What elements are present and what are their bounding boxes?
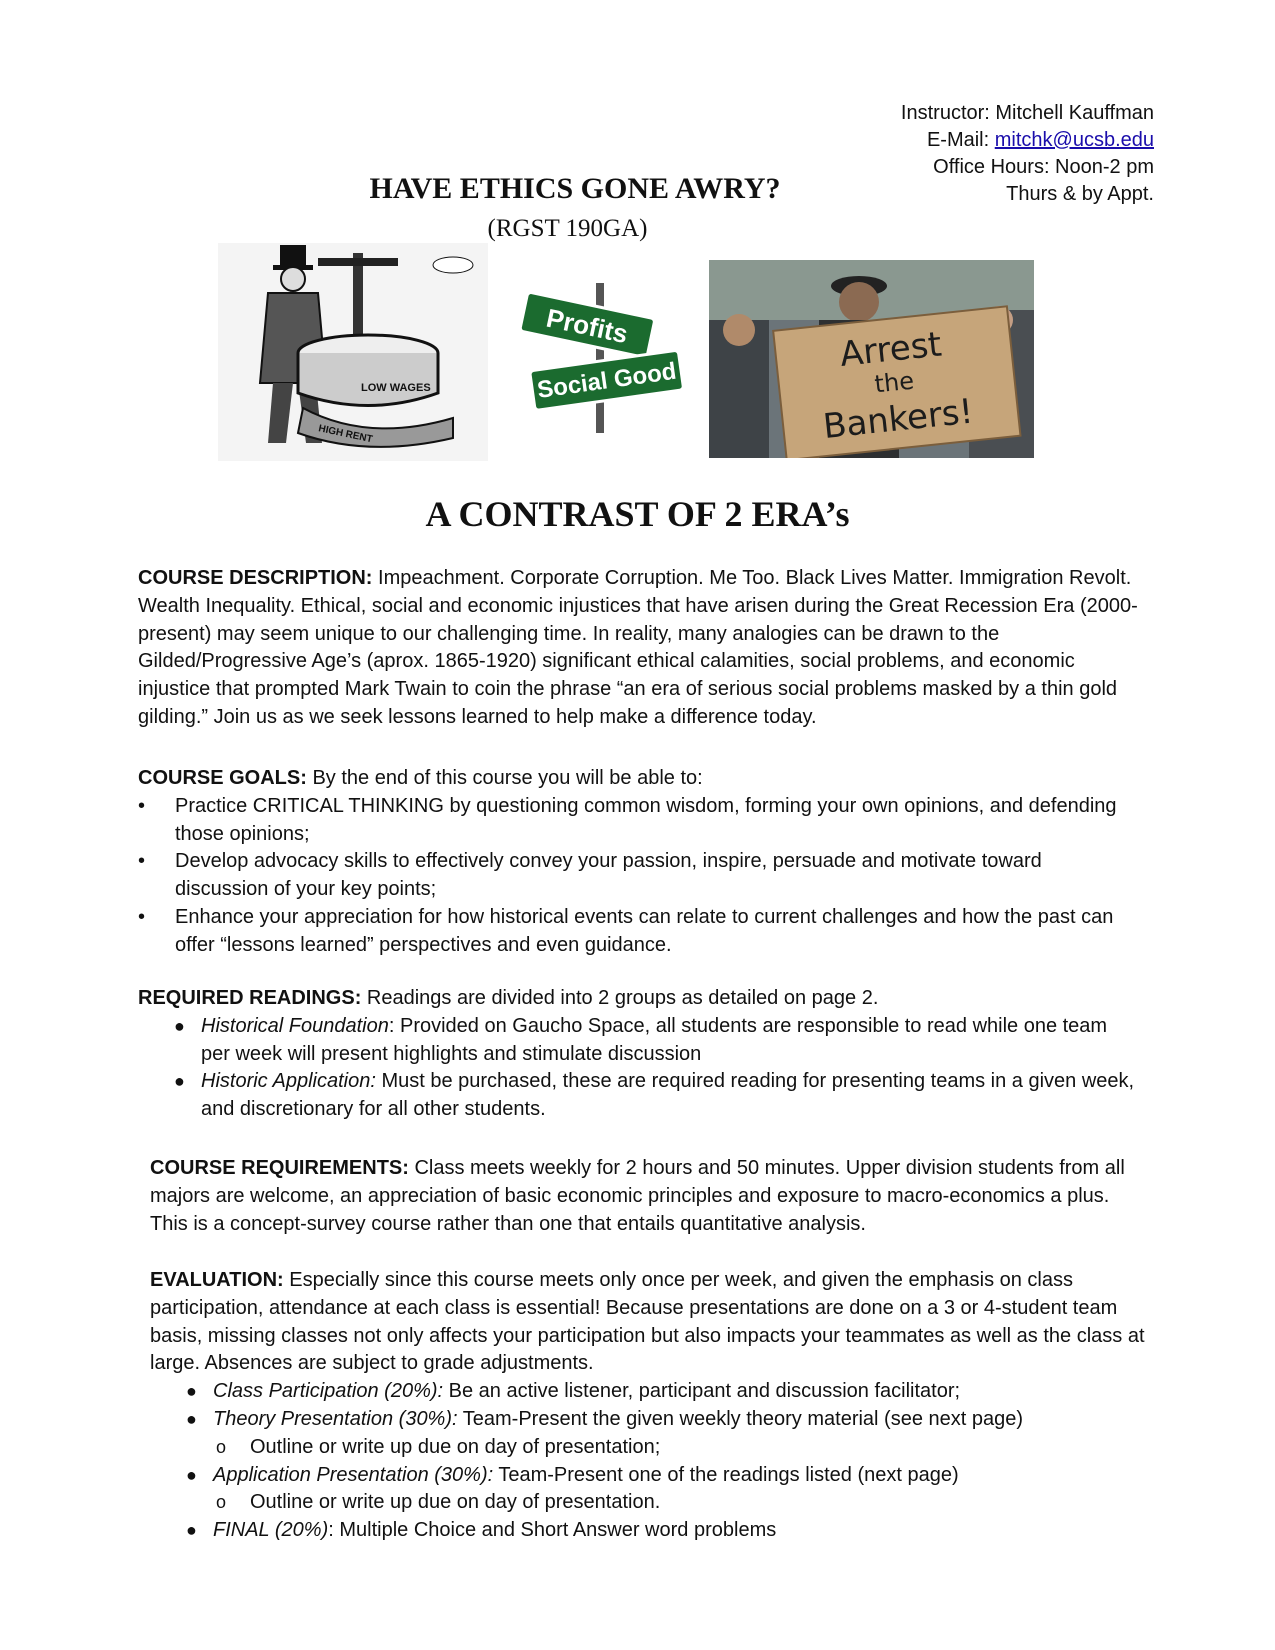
- bullet-icon: •: [138, 794, 146, 817]
- evaluation-list: [150, 1378, 1150, 1545]
- list-item: • Enhance your appreciation for how historical events can relate to current challenges and how the past can offer “lessons learned” perspectives and even guidance.: [138, 905, 1114, 956]
- required-readings-intro: Readings are divided into 2 groups as detailed on page 2.: [361, 987, 879, 1009]
- course-goals-label: COURSE GOALS:: [138, 767, 307, 789]
- course-requirements-label: COURSE REQUIREMENTS:: [150, 1157, 409, 1179]
- protest-photo-image: [709, 260, 1034, 458]
- instructor-email-line: [901, 127, 1154, 154]
- bullet-icon: ●: [186, 1520, 197, 1541]
- list-item: o Outline or write up due on day of presentation.: [150, 1489, 1150, 1517]
- sign-text-the: the: [873, 366, 916, 399]
- street-signs-image: [512, 283, 692, 433]
- course-description-text: Impeachment. Corporate Corruption. Me Too. Black Lives Matter. Immigration Revolt. Wealth Inequality. Ethical, social and economic injustices that have arisen during the Great Recession Era (2000-present) may seem unique to our challenging time. In reality, many analogies can be drawn to the Gilded/Progressive Age’s (aprox. 1865-1920) significant ethical calamities, social problems, and economic injustice that prompted Mark Twain to coin the phrase “an era of serious social problems masked by a thin gold gilding.” Join us as we seek lessons learned to help make a difference today.: [138, 567, 1138, 728]
- circle-bullet-icon: o: [216, 1436, 227, 1457]
- list-item: ● FINAL (20%): Multiple Choice and Short Answer word problems: [150, 1517, 1150, 1545]
- list-item: ● Application Presentation (30%): Team-Present one of the readings listed (next page): [150, 1462, 1150, 1490]
- list-item: ● Class Participation (20%): Be an active listener, participant and discussion facilitator;: [150, 1378, 1150, 1406]
- bullet-icon: ●: [174, 1071, 185, 1092]
- bullet-icon: •: [138, 850, 146, 873]
- list-item: ● Historic Application: Must be purchased, these are required reading for presenting teams in a given week, and discretionary for all other students.: [174, 1070, 1135, 1121]
- bullet-icon: ●: [186, 1408, 197, 1429]
- course-goals-list: [138, 793, 1138, 960]
- sweatshop-cartoon-image: [218, 243, 488, 461]
- course-code: (RGST 190GA): [487, 215, 648, 242]
- course-requirements-section: [150, 1155, 1150, 1238]
- sign-text-bankers: Bankers!: [821, 391, 976, 448]
- evaluation-label: EVALUATION:: [150, 1269, 284, 1291]
- evaluation-section: [150, 1267, 1150, 1545]
- profits-sign-text: Profits: [543, 302, 631, 350]
- list-item: ● Historical Foundation: Provided on Gaucho Space, all students are responsible to read while one team per week will present highlights and stimulate discussion: [174, 1014, 1108, 1065]
- course-requirements-text: Class meets weekly for 2 hours and 50 minutes. Upper division students from all majors are welcome, an appreciation of basic economic principles and exposure to macro-economics a plus. This is a concept-survey course rather than one that entails quantitative analysis.: [150, 1157, 1125, 1235]
- sign-text-arrest: Arrest: [838, 324, 944, 375]
- high-rent-label: HIGH RENT: [317, 423, 374, 446]
- instructor-name: Instructor: Mitchell Kauffman: [900, 102, 1154, 124]
- low-wages-label: LOW WAGES: [361, 382, 431, 394]
- bullet-icon: ●: [186, 1464, 197, 1485]
- social-good-sign-text: Social Good: [535, 357, 678, 404]
- course-goals-section: [138, 765, 1138, 960]
- list-item: o Outline or write up due on day of presentation;: [150, 1434, 1150, 1462]
- evaluation-text: Especially since this course meets only once per week, and given the emphasis on class participation, attendance at each class is essential! Because presentations are done on a 3 or 4-student team basis, missing classes not only affects your participation but also impacts your teammates as well as the class at large. Absences are subject to grade adjustments.: [150, 1269, 1145, 1375]
- required-readings-section: [138, 985, 1138, 1124]
- bullet-icon: •: [138, 905, 146, 928]
- required-readings-list: [138, 1013, 1138, 1124]
- course-title: HAVE ETHICS GONE AWRY?: [369, 172, 781, 205]
- email-link[interactable]: mitchk@ucsb.edu: [994, 129, 1154, 151]
- list-item: • Practice CRITICAL THINKING by questioning common wisdom, forming your own opinions, and defending those opinions;: [138, 794, 1117, 845]
- office-hours-days: Thurs & by Appt.: [1006, 183, 1154, 205]
- course-description-section: [138, 565, 1138, 732]
- required-readings-label: REQUIRED READINGS:: [138, 987, 362, 1009]
- list-item: ● Theory Presentation (30%): Team-Present the given weekly theory material (see next page): [150, 1406, 1150, 1434]
- course-goals-intro: By the end of this course you will be able to:: [306, 767, 703, 789]
- list-item: • Develop advocacy skills to effectively convey your passion, inspire, persuade and motivate toward discussion of your key points;: [138, 850, 1042, 901]
- bullet-icon: ●: [174, 1015, 185, 1036]
- email-label: E-Mail:: [926, 129, 995, 151]
- course-description-label: COURSE DESCRIPTION:: [138, 567, 373, 589]
- circle-bullet-icon: o: [216, 1492, 227, 1513]
- era-subtitle: A CONTRAST OF 2 ERA’s: [425, 494, 850, 534]
- bullet-icon: ●: [186, 1381, 197, 1402]
- office-hours: Office Hours: Noon-2 pm: [933, 156, 1154, 178]
